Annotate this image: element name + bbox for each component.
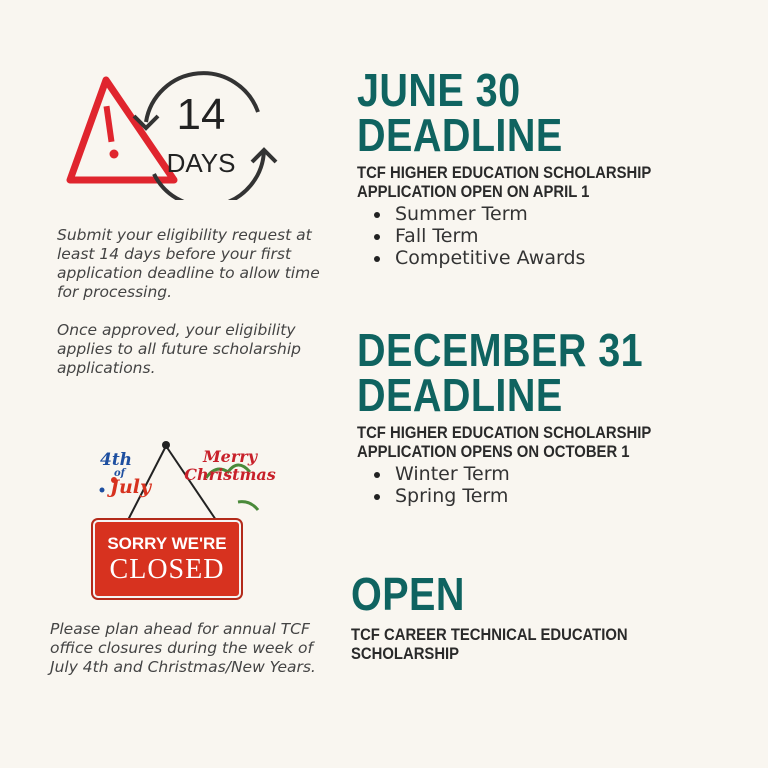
june-deadline-date: JUNE 30 bbox=[357, 64, 521, 116]
fourteen-days-graphic bbox=[66, 70, 286, 200]
list-item: Competitive Awards bbox=[357, 247, 757, 269]
july-tag-july: July bbox=[110, 476, 152, 498]
june-deadline-subtitle: APPLICATION OPEN ON APRIL 1 bbox=[357, 183, 590, 201]
closure-line: July 4th and Christmas/New Years. bbox=[50, 658, 316, 676]
xmas-tag-christmas: Christmas bbox=[184, 465, 276, 484]
december-deadline-label: DEADLINE bbox=[357, 369, 563, 421]
list-item: Winter Term bbox=[357, 463, 757, 485]
eligibility-note bbox=[57, 226, 347, 378]
july-tag-4th: 4th bbox=[100, 450, 133, 470]
list-item: Summer Term bbox=[357, 203, 757, 225]
december-deadline-section bbox=[357, 324, 757, 507]
list-item: Fall Term bbox=[357, 225, 757, 247]
december-term-list bbox=[357, 463, 757, 507]
eligibility-line: application deadline to allow time bbox=[57, 264, 320, 282]
sign-line-closed: CLOSED bbox=[109, 554, 225, 585]
eligibility-line: applies to all future scholarship bbox=[57, 340, 301, 358]
june-deadline-label: DEADLINE bbox=[357, 109, 563, 161]
days-number: 14 bbox=[176, 90, 226, 139]
december-deadline-date: DECEMBER 31 bbox=[357, 324, 644, 376]
sign-line-sorry: SORRY WE'RE bbox=[107, 534, 227, 553]
open-subtitle: SCHOLARSHIP bbox=[351, 645, 460, 663]
list-item: Spring Term bbox=[357, 485, 757, 507]
sorry-closed-sign bbox=[93, 520, 241, 598]
closure-line: Please plan ahead for annual TCF bbox=[50, 620, 310, 638]
eligibility-line: for processing. bbox=[57, 283, 173, 301]
eligibility-line: least 14 days before your first bbox=[57, 245, 292, 263]
july-tag-of: of bbox=[114, 468, 125, 479]
open-section bbox=[351, 568, 751, 664]
closed-sign-graphic bbox=[88, 438, 278, 603]
eligibility-line: applications. bbox=[57, 359, 156, 377]
closure-note bbox=[50, 620, 340, 677]
open-subtitle: TCF CAREER TECHNICAL EDUCATION bbox=[351, 626, 628, 644]
july-fourth-tag bbox=[100, 452, 170, 496]
june-deadline-section bbox=[357, 64, 757, 269]
december-deadline-subtitle: APPLICATION OPENS ON OCTOBER 1 bbox=[357, 443, 630, 461]
xmas-tag-merry: Merry bbox=[202, 447, 258, 466]
june-deadline-subtitle: TCF HIGHER EDUCATION SCHOLARSHIP bbox=[357, 164, 652, 182]
eligibility-line: Once approved, your eligibility bbox=[57, 321, 296, 339]
days-unit: DAYS bbox=[166, 148, 236, 178]
december-deadline-subtitle: TCF HIGHER EDUCATION SCHOLARSHIP bbox=[357, 424, 652, 442]
merry-christmas-tag bbox=[184, 448, 276, 484]
closure-line: office closures during the week of bbox=[50, 639, 313, 657]
june-term-list bbox=[357, 203, 757, 269]
eligibility-line: Submit your eligibility request at bbox=[57, 226, 312, 244]
open-heading: OPEN bbox=[351, 568, 465, 620]
